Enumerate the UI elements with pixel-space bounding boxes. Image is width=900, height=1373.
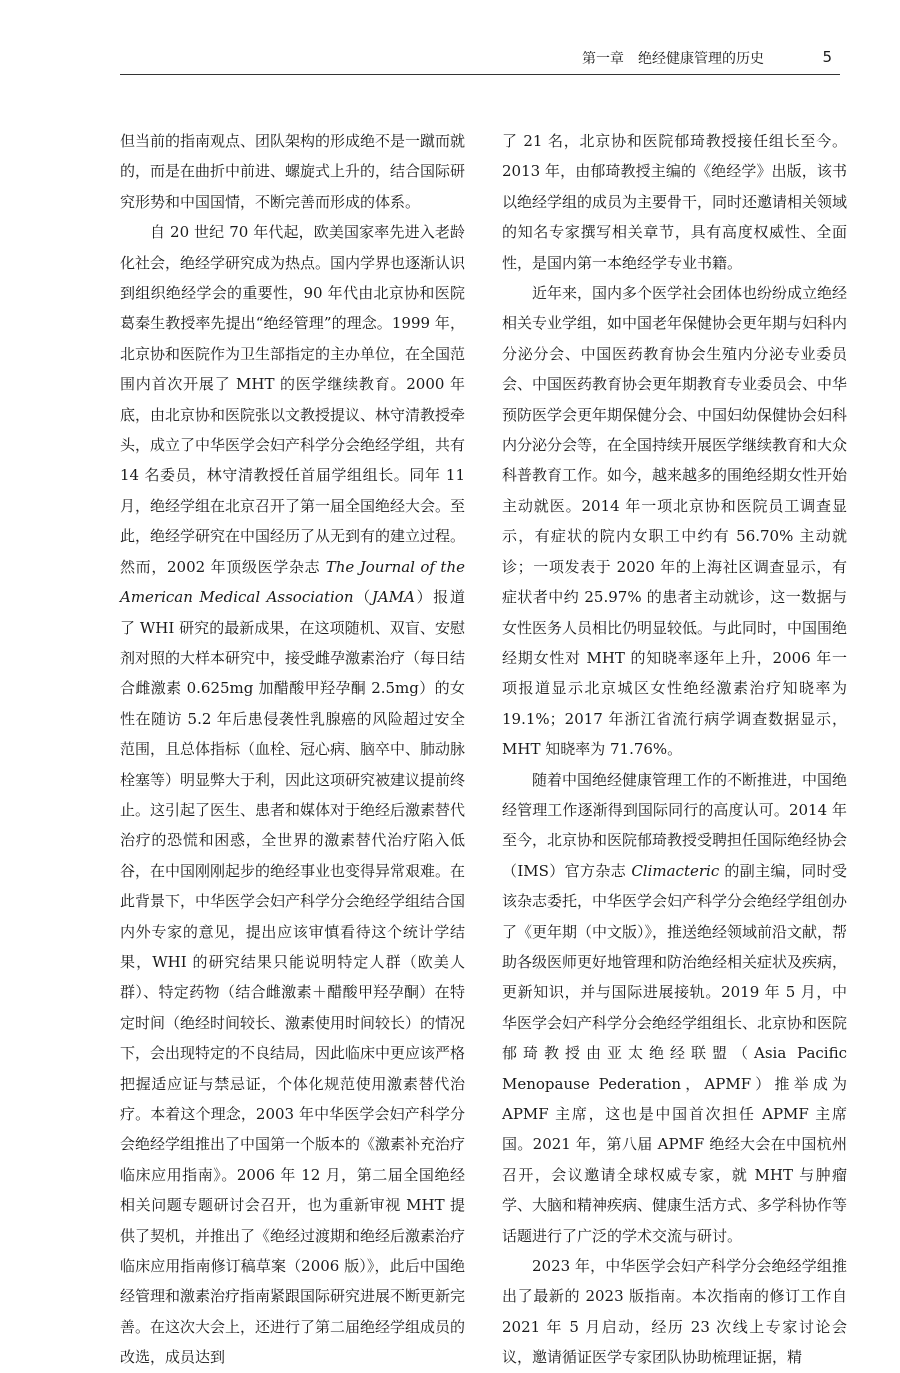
paragraph: 近年来，国内多个医学社会团体也纷纷成立绝经相关专业学组，如中国老年保健协会更年期与妇科内分泌分会、中国医药教育协会生殖内分泌专业委员会、中国医药教育协会更年期教育专业委员会、中华预防医学会更年期保健分会、中国妇幼保健协会妇科内分泌分会等，在全国持续开展医学继续教育和大众科普教育工作。如今，越来越多的围绝经期女性开始主动就医。2014 年一项北京协和医院员工调查显示，有症状的院内女职工中约有 56.70% 主动就诊；一项发表于 2020 年的上海社区调查显示，有症状者中约 25.97% 的患者主动就诊，这一数据与女性医务人员相比仍明显较低。与此同时，中国围绝经期女性对 MHT 的知晓率逐年上升，2006 年一项报道显示北京城区女性绝经激素治疗知晓率为 19.1%；2017 年浙江省流行病学调查数据显示，MHT 知晓率为 71.76%。	[502, 284, 848, 759]
journal-title: Climacteric	[631, 861, 720, 880]
paragraph	[502, 765, 847, 1252]
journal-abbreviation: JAMA	[371, 588, 415, 607]
left-column	[120, 126, 465, 1373]
paragraph	[120, 217, 465, 1372]
running-header	[120, 40, 840, 75]
paragraph: 2023 年，中华医学会妇产科学分会绝经学组推出了最新的 2023 版指南。本次指南的修订工作自 2021 年 5 月启动，经历 23 次线上专家讨论会议，邀请循证医学专家团队协助梳理证据，精	[502, 1257, 847, 1367]
paragraph-text: 随着中国绝经健康管理工作的不断推进，中国绝经管理工作逐渐得到国际同行的高度认可。2014 年至今，北京协和医院郁琦教授受聘担任国际绝经协会（IMS）官方杂志	[502, 770, 848, 880]
paragraph-text: ）报道了 WHI 研究的最新成果，在这项随机、双盲、安慰剂对照的大样本研究中，接受雌孕激素治疗（每日结合雌激素 0.625mg 加醋酸甲羟孕酮 2.5mg）的女性在随访 5.2 年后患侵袭性乳腺癌的风险超过安全范围，且总体指标（血栓、冠心病、脑卒中、肺动脉栓塞等）明显弊大于利，因此这项研究被建议提前终止。这引起了医生、患者和媒体对于绝经后激素替代治疗的恐慌和困惑，全世界的激素替代治疗陷入低谷，在中国刚刚起步的绝经事业也变得异常艰难。在此背景下，中华医学会妇产科学分会绝经学组结合国内外专家的意见，提出应该审慎看待这个统计学结果，WHI 的研究结果只能说明特定人群（欧美人群）、特定药物（结合雌激素＋醋酸甲羟孕酮）在特定时间（绝经时间较长、激素使用时间较长）的情况下，会出现特定的不良结局，因此临床中更应该严格把握适应证与禁忌证，个体化规范使用激素替代治疗。本着这个理念，2003 年中华医学会妇产科学分会绝经学组推出了中国第一个版本的《激素补充治疗临床应用指南》。2006 年 12 月，第二届全国绝经相关问题专题研讨会召开，也为重新审视 MHT 提供了契机，并推出了《绝经过渡期和绝经后激素治疗临床应用指南修订稿草案（2006 版）》，此后中国绝经管理和激素治疗指南紧跟国际研究进展不断更新完善。在这次大会上，还进行了第二届绝经学组成员的改选，成员达到	[120, 588, 466, 1367]
paragraph-text: 自 20 世纪 70 年代起，欧美国家率先进入老龄化社会，绝经学研究成为热点。国内学界也逐渐认识到组织绝经学会的重要性，90 年代由北京协和医院葛秦生教授率先提出“绝经管理”的理念。1999 年，北京协和医院作为卫生部指定的主办单位，在全国范围内首次开展了 MHT 的医学继续教育。2000 年底，由北京协和医院张以文教授提议、林守清教授牵头，成立了中华医学会妇产科学分会绝经学组，共有 14 名委员，林守清教授任首届学组组长。同年 11 月，绝经学组在北京召开了第一届全国绝经大会。至此，绝经学研究在中国经历了从无到有的建立过程。然而，2002 年顶级医学杂志	[120, 223, 466, 576]
paragraph: 但当前的指南观点、团队架构的形成绝不是一蹴而就的，而是在曲折中前进、螺旋式上升的，结合国际研究形势和中国国情，不断完善而形成的体系。	[120, 132, 466, 211]
journal-title: The Journal of the American Medical Association	[120, 557, 465, 607]
chapter-title: 第一章 绝经健康管理的历史	[582, 51, 764, 67]
paragraph-text: （	[353, 588, 372, 607]
right-column	[502, 126, 847, 1373]
page-number: 5	[822, 48, 832, 66]
paragraph-text: 的副主编，同时受该杂志委托，中华医学会妇产科学分会绝经学组创办了《更年期（中文版）》，推送绝经领域前沿文献，帮助各级医师更好地管理和防治绝经相关症状及疾病，更新知识，并与国际进展接轨。2019 年 5 月，中华医学会妇产科学分会绝经学组组长、北京协和医院郁琦教授由亚太绝经联盟（Asia Pacific Menopause Pederation，APMF）推举成为 APMF 主席，这也是中国首次担任 APMF 主席国。2021 年，第八届 APMF 绝经大会在中国杭州召开，会议邀请全球权威专家，就 MHT 与肿瘤学、大脑和精神疾病、健康生活方式、多学科协作等话题进行了广泛的学术交流与研讨。	[502, 861, 848, 1245]
paragraph: 了 21 名，北京协和医院郁琦教授接任组长至今。2013 年，由郁琦教授主编的《绝经学》出版，该书以绝经学组的成员为主要骨干，同时还邀请相关领域的知名专家撰写相关章节，具有高度权威性、全面性，是国内第一本绝经学专业书籍。	[502, 132, 848, 272]
